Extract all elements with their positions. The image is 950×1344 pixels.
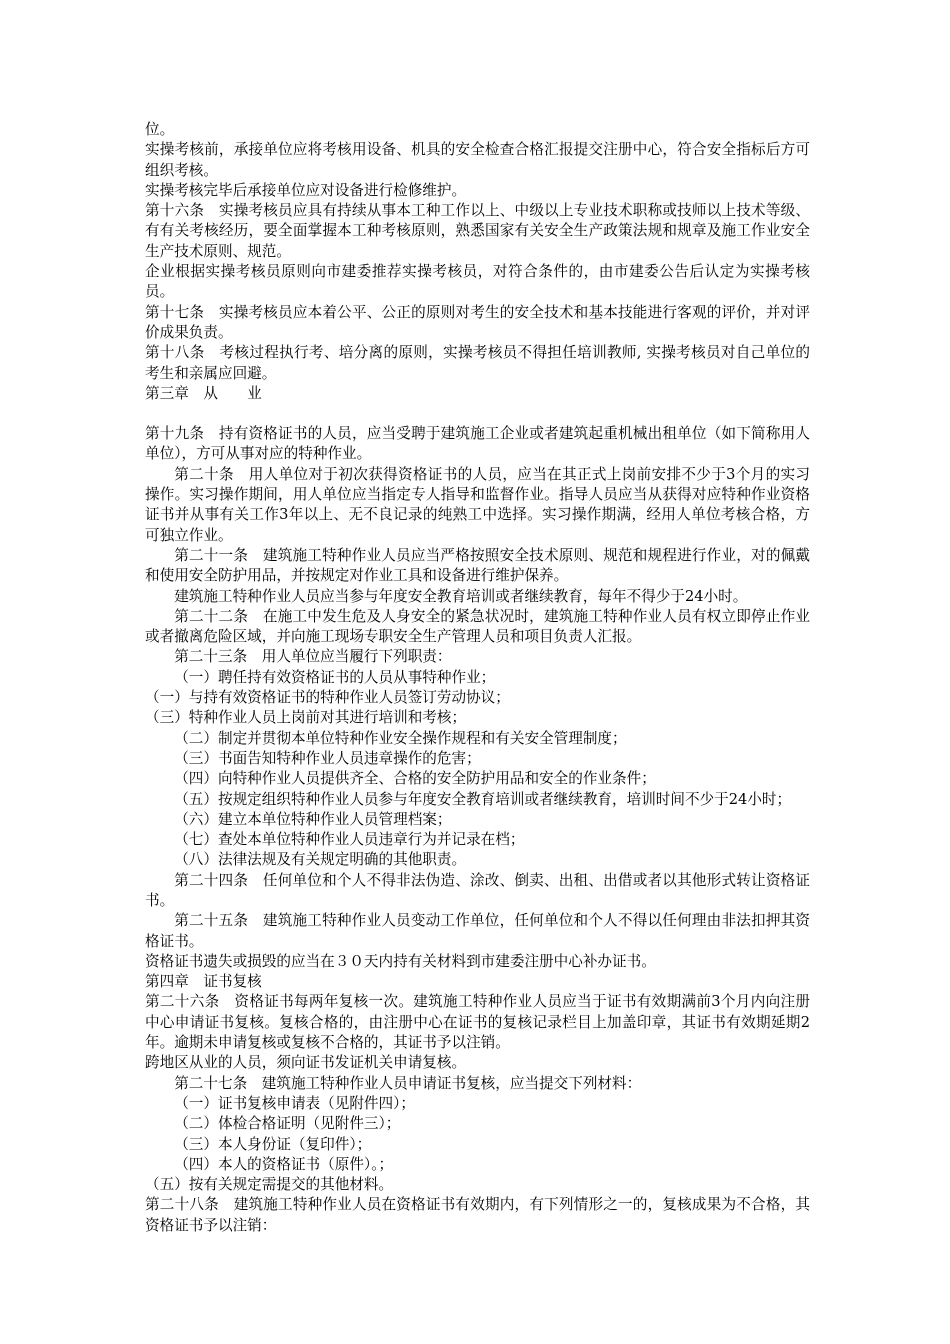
list-item: （二）制定并贯彻本单位特种作业安全操作规程和有关安全管理制度；: [174, 729, 627, 747]
list-item: （三）本人身份证（复印件）；: [174, 1135, 372, 1153]
blank-line: [145, 404, 810, 424]
document-body: [145, 120, 810, 1236]
list-item: （六）建立本单位特种作业人员管理档案；: [174, 810, 452, 828]
chapter-3-heading: 第三章 从 业: [145, 384, 262, 402]
paragraph: 实操考核完毕后承接单位应对设备进行检修维护。: [145, 181, 467, 199]
article-18: 第十八条 考核过程执行考、培分离的原则，实操考核员不得担任培训教师, 实操考核员对自己单位的考生和亲属应回避。: [145, 344, 810, 382]
article-24: 第二十四条 任何单位和个人不得非法伪造、涂改、倒卖、出租、出借或者以其他形式转让资格证书。: [145, 871, 810, 909]
list-item: （一）证书复核申请表（见附件四）；: [174, 1094, 415, 1112]
article-20: 第二十条 用人单位对于初次获得资格证书的人员，应当在其正式上岗前安排不少于3个月的实习操作。实习操作期间，用人单位应当指定专人指导和监督作业。指导人员应当从获得对应特种作业资格证书并从事有关工作3年以上、无不良记录的纯熟工中选择。实习操作期满，经用人单位考核合格，方可独立作业。: [145, 465, 810, 544]
list-item: （四）向特种作业人员提供齐全、合格的安全防护用品和安全的作业条件；: [174, 770, 656, 788]
article-17: 第十七条 实操考核员应本着公平、公正的原则对考生的安全技术和基本技能进行客观的评价，并对评价成果负责。: [145, 303, 810, 341]
paragraph: 实操考核前，承接单位应将考核用设备、机具的安全检查合格汇报提交注册中心，符合安全指标后方可组织考核。: [145, 141, 810, 179]
article-25: 第二十五条 建筑施工特种作业人员变动工作单位，任何单位和个人不得以任何理由非法扣押其资格证书。: [145, 912, 810, 950]
paragraph: 资格证书遗失或损毁的应当在３０天内持有关材料到市建委注册中心补办证书。: [145, 952, 656, 970]
list-item: （三）书面告知特种作业人员违章操作的危害；: [174, 749, 481, 767]
paragraph: 跨地区从业的人员，须向证书发证机关申请复核。: [145, 1054, 467, 1072]
list-item: （七）查处本单位特种作业人员违章行为并记录在档；: [174, 831, 525, 849]
list-item: （四）本人的资格证书（原件）。；: [174, 1155, 394, 1173]
paragraph: 企业根据实操考核员原则向市建委推荐实操考核员，对符合条件的，由市建委公告后认定为实操考核员。: [145, 263, 810, 301]
article-22: 第二十二条 在施工中发生危及人身安全的紧急状况时，建筑施工特种作业人员有权立即停止作业或者撤离危险区域，并向施工现场专职安全生产管理人员和项目负责人汇报。: [145, 607, 810, 646]
article-26: 第二十六条 资格证书每两年复核一次。建筑施工特种作业人员应当于证书有效期满前3个月内向注册中心申请证书复核。复核合格的，由注册中心在证书的复核记录栏目上加盖印章，其证书有效期延期2年。逾期未申请复核或复核不合格的，其证书予以注销。: [145, 993, 810, 1052]
paragraph-continuation: 位。: [145, 121, 175, 138]
list-item: （一）聘任持有效资格证书的人员从事特种作业；: [174, 668, 496, 686]
list-item: （五）按规定组织特种作业人员参与年度安全教育培训或者继续教育，培训时间不少于24小时；: [174, 790, 792, 808]
article-28: 第二十八条 建筑施工特种作业人员在资格证书有效期内，有下列情形之一的，复核成果为不合格，其资格证书予以注销：: [145, 1196, 810, 1234]
article-27: 第二十七条 建筑施工特种作业人员申请证书复核，应当提交下列材料：: [174, 1074, 642, 1092]
list-item: （五）按有关规定需提交的其他材料。: [145, 1176, 394, 1194]
article-21: 第二十一条 建筑施工特种作业人员应当严格按照安全技术原则、规范和规程进行作业，对的佩戴和使用安全防护用品，并按规定对作业工具和设备进行维护保养。: [145, 546, 810, 585]
paragraph: 建筑施工特种作业人员应当参与年度安全教育培训或者继续教育，每年不得少于24小时。: [174, 587, 748, 605]
chapter-4-heading: 第四章 证书复核: [145, 973, 262, 991]
article-23: 第二十三条 用人单位应当履行下列职责：: [174, 648, 452, 666]
article-19: 第十九条 持有资格证书的人员，应当受聘于建筑施工企业或者建筑起重机械出租单位（如下简称用人单位），方可从事对应的特种作业。: [145, 425, 810, 463]
list-item: （一）与持有效资格证书的特种作业人员签订劳动协议；: [145, 689, 510, 707]
article-16: 第十六条 实操考核员应具有持续从事本工种工作以上、中级以上专业技术职称或技师以上技术等级、有有关考核经历，要全面掌握本工种考核原则，熟悉国家有关安全生产政策法规和规章及施工作业安全生产技术原则、规范。: [145, 202, 810, 260]
list-item: （八）法律法规及有关规定明确的其他职责。: [174, 851, 467, 869]
list-item: （三）特种作业人员上岗前对其进行培训和考核；: [145, 709, 467, 727]
list-item: （二）体检合格证明（见附件三）；: [174, 1115, 401, 1133]
